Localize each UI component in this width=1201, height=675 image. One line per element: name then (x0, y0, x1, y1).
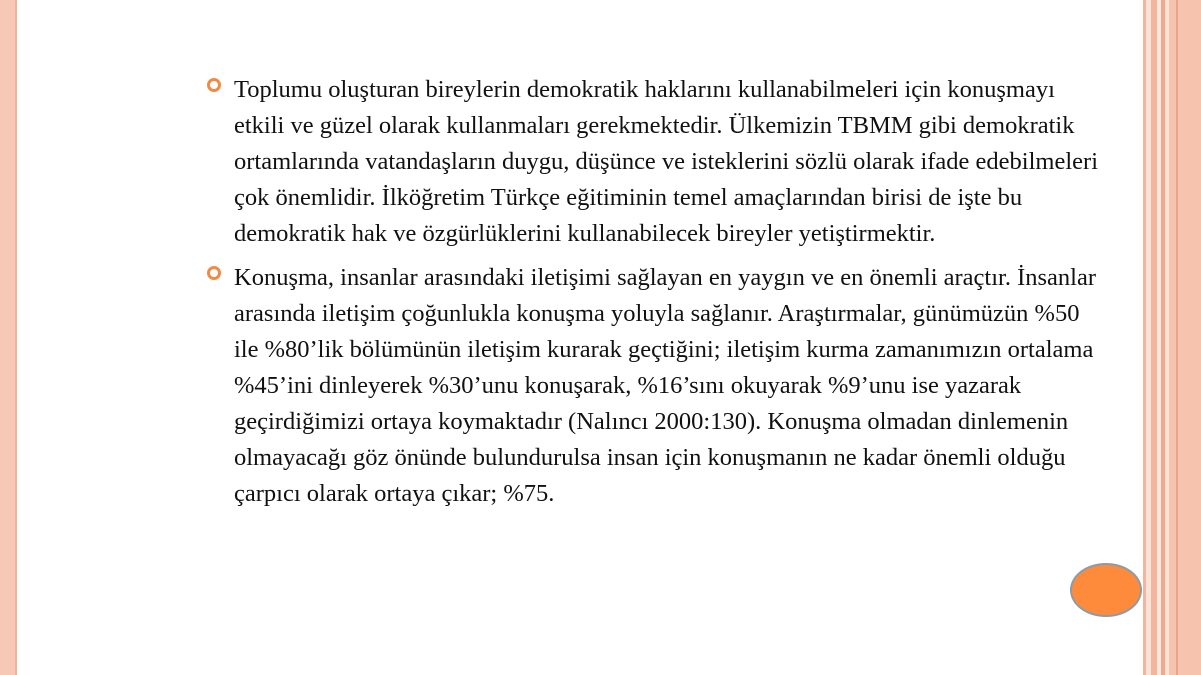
bullet-text-2: Konuşma, insanlar arasındaki iletişimi sağlayan en yaygın ve en önemli araçtır. İnsanlar arasında iletişim çoğunlukla konuşma yoluyla sağlanır. Araştırmalar, günümüzün %50 ile %80’lik bölümünün iletişim kurarak geçtiğini; iletişim kurma zamanımızın ortalama %45’ini dinleyerek %30’unu konuşarak, %16’sını okuyarak %9’unu ise yazarak geçirdiğimizi ortaya koymaktadır (Nalıncı 2000:130). Konuşma olmadan dinlemenin olmayacağı göz önünde bulundurulsa insan için konuşmanın ne kadar önemli olduğu çarpıcı olarak ortaya çıkar; %75. (234, 264, 1096, 507)
left-border-stripe (0, 0, 15, 675)
bullet-circle-icon (207, 78, 221, 92)
slide-content (205, 72, 1110, 520)
decorative-orange-circle (1070, 563, 1142, 617)
left-border-line (15, 0, 17, 675)
right-stripe-8 (1176, 0, 1178, 675)
bullet-item-1 (205, 72, 1110, 252)
bullet-circle-icon (207, 266, 221, 280)
bullet-text-1: Toplumu oluşturan bireylerin demokratik haklarını kullanabilmeleri için konuşmayı etkili ve güzel olarak kullanmaları gerekmektedir. Ülkemizin TBMM gibi demokratik ortamlarında vatandaşların duygu, düşünce ve isteklerini sözlü olarak ifade edebilmeleri çok önemlidir. İlköğretim Türkçe eğitiminin temel amaçlarından birisi de işte bu demokratik hak ve özgürlüklerini kullanabilecek bireyler yetiştirmektir. (234, 76, 1098, 247)
bullet-item-2 (205, 260, 1110, 512)
right-stripe-7 (1169, 0, 1201, 675)
